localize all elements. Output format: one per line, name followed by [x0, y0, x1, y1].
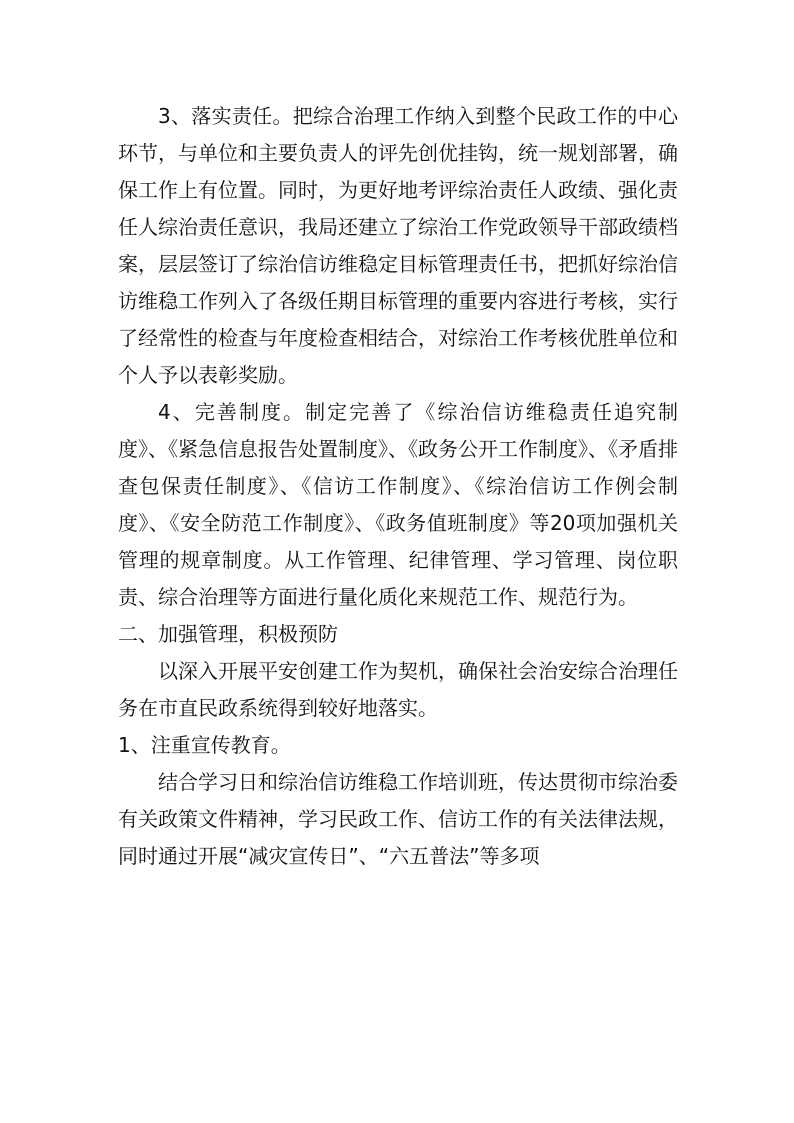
document-body: [118, 98, 678, 875]
subheading-publicity: 1、注重宣传教育。: [118, 733, 291, 757]
section-heading: 二、加强管理，积极预防: [118, 622, 338, 646]
paragraph-section-intro: 以深入开展平安创建工作为契机，确保社会治安综合治理任务在市直民政系统得到较好地落实。: [118, 659, 678, 720]
paragraph-system: 4、完善制度。制定完善了《综治信访维稳责任追究制度》、《紧急信息报告处置制度》、《政务公开工作制度》、《矛盾排查包保责任制度》、《信访工作制度》、《综治信访工作例会制度》、《安全防范工作制度》、《政务值班制度》等20项加强机关管理的规章制度。从工作管理、纪律管理、学习管理、岗位职责、综合治理等方面进行量化质化来规范工作、规范行为。: [118, 400, 678, 609]
paragraph-publicity: 结合学习日和综治信访维稳工作培训班，传达贯彻市综治委有关政策文件精神，学习民政工作、信访工作的有关法律法规，同时通过开展“减灾宣传日”、“六五普法”等多项: [118, 770, 678, 868]
paragraph-responsibility: 3、落实责任。把综合治理工作纳入到整个民政工作的中心环节，与单位和主要负责人的评先创优挂钩，统一规划部署，确保工作上有位置。同时，为更好地考评综治责任人政绩、强化责任人综治责任意识，我局还建立了综治工作党政领导干部政绩档案，层层签订了综治信访维稳定目标管理责任书，把抓好综治信访维稳工作列入了各级任期目标管理的重要内容进行考核，实行了经常性的检查与年度检查相结合，对综治工作考核优胜单位和个人予以表彰奖励。: [118, 104, 678, 387]
